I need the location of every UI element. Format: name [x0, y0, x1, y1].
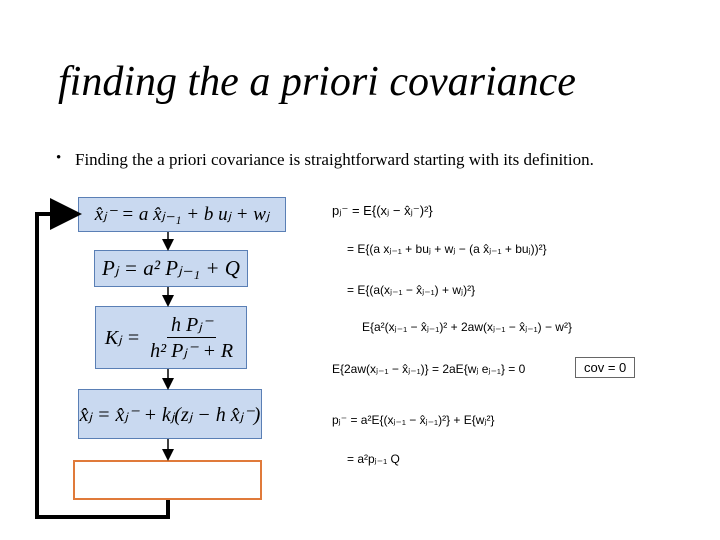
gain-numerator: h Pⱼ⁻: [167, 312, 216, 338]
derivation-eq-6: pⱼ⁻ = a²E{(xⱼ₋₁ − x̂ⱼ₋₁)²} + E{wⱼ²}: [332, 413, 495, 427]
state-prediction-eq: x̂ⱼ⁻ = a x̂ⱼ₋₁ + b uⱼ + wⱼ: [94, 204, 270, 225]
gain-denominator: h² Pⱼ⁻ + R: [150, 340, 234, 362]
slide-title: finding the a priori covariance: [58, 59, 576, 105]
gain-lhs: Kⱼ =: [104, 327, 141, 349]
derivation-eq-3: = E{(a(xⱼ₋₁ − x̂ⱼ₋₁) + wⱼ)²}: [347, 283, 476, 297]
derivation-eq-1: pⱼ⁻ = E{(xⱼ − x̂ⱼ⁻)²}: [332, 203, 433, 218]
bullet-text: Finding the a priori covariance is straightforward starting with its definition.: [75, 150, 594, 169]
bullet-marker: •: [56, 150, 62, 166]
cov-note: cov = 0: [575, 357, 635, 378]
derivation-eq-7: = a²pⱼ₋₁ Q: [347, 452, 400, 466]
state-update-eq: x̂ⱼ = x̂ⱼ⁻ + kⱼ(zⱼ − h x̂ⱼ⁻): [79, 403, 261, 426]
derivation-eq-2: = E{(a xⱼ₋₁ + buⱼ + wⱼ − (a x̂ⱼ₋₁ + buⱼ))²}: [347, 242, 547, 256]
covariance-prediction-eq: Pⱼ = a² Pⱼ₋₁ + Q: [102, 256, 240, 280]
feedback-loop: [37, 214, 168, 517]
derivation-eq-5: E{2aw(xⱼ₋₁ − x̂ⱼ₋₁)} = 2aE{wⱼ eⱼ₋₁} = 0: [332, 362, 526, 376]
derivation-eq-4: E{a²(xⱼ₋₁ − x̂ⱼ₋₁)² + 2aw(xⱼ₋₁ − x̂ⱼ₋₁) − w²}: [362, 320, 572, 334]
